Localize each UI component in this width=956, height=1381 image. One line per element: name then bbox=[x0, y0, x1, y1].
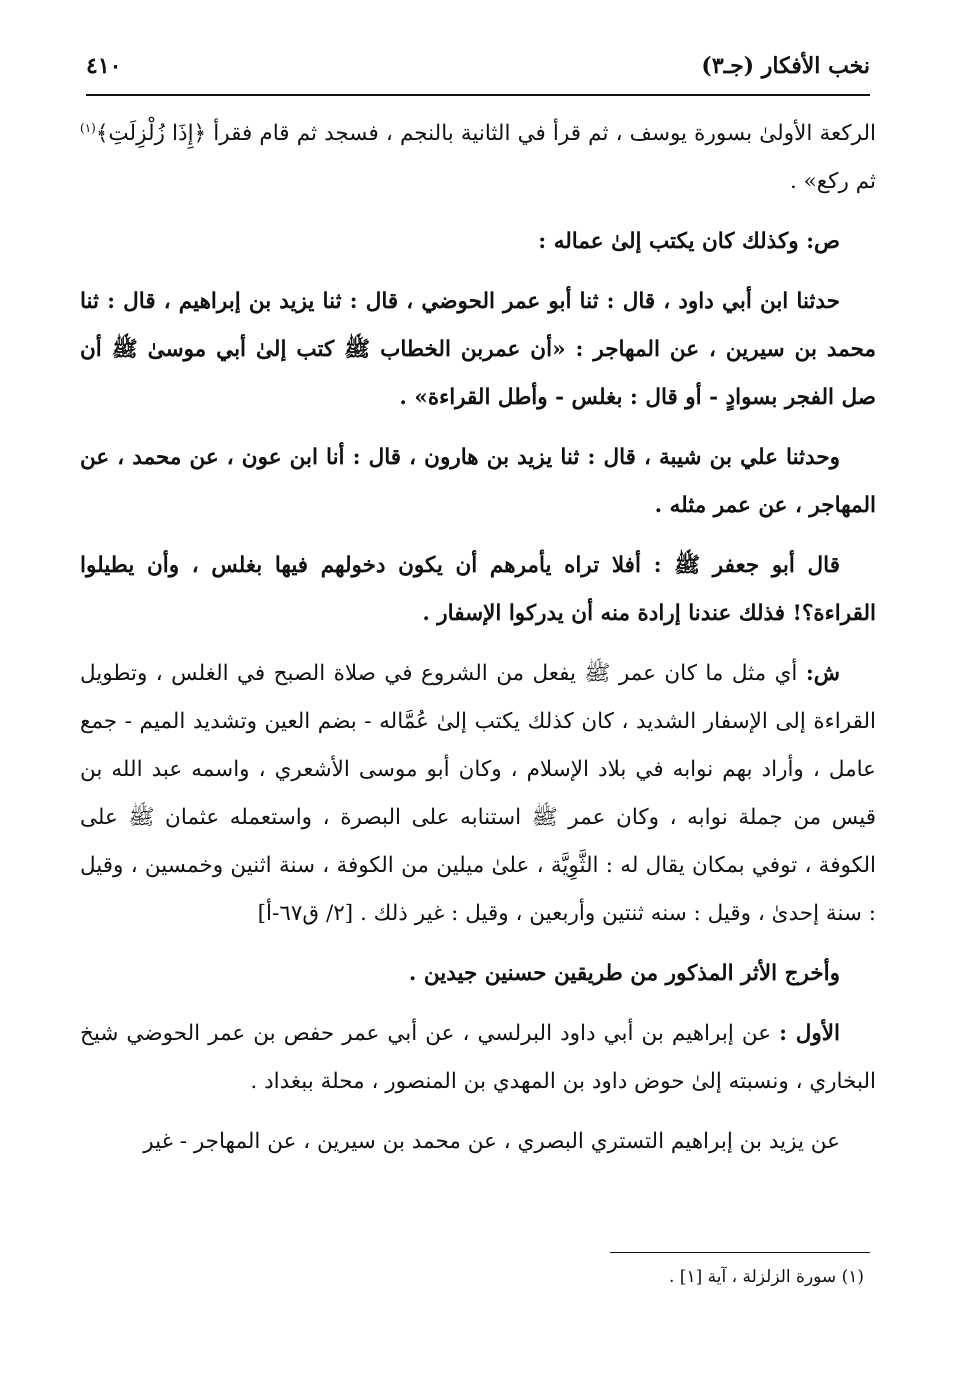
page-number: ٤١٠ bbox=[86, 53, 122, 79]
paragraph-8: الأول : عن إبراهيم بن أبي داود البرلسي ، عن أبي عمر حفص بن عمر الحوضي شيخ البخاري ، ونسبته إلىٰ حوض داود بن المهدي بن المنصور ، محلة ببغداد . bbox=[80, 1021, 876, 1094]
paragraph-6: ش: أي مثل ما كان عمر ﷺ يفعل من الشروع في صلاة الصبح في الغلس ، وتطويل القراءة إلى الإسفار الشديد ، كان كذلك يكتب إلىٰ عُمَّاله - بضم العين وتشديد الميم - جمع عامل ، وأراد بهم نوابه في بلاد الإسلام ، وكان أبو موسى الأشعري ، واسمه عبد الله بن قيس من جملة نوابه ، وكان عمر ﷺ استنابه على البصرة ، واستعمله عثمان ﷺ على الكوفة ، توفي بمكان يقال له : الثَّوِيَّة ، علىٰ ميلين من الكوفة ، سنة اثنين وخمسين ، وقيل : سنة إحدىٰ ، وقيل : سنه ثنتين وأربعين ، وقيل : غير ذلك . [٢/ ق٦٧-أ] bbox=[80, 661, 876, 926]
footnote-ref[interactable]: (١) bbox=[80, 120, 96, 135]
paragraph-1: الركعة الأولىٰ بسورة يوسف ، ثم قرأ في الثانية بالنجم ، فسجد ثم قام فقرأ ﴿إِذَا زُلْزِلَتِ﴾$^{(١)}$ ثم ركع» . bbox=[80, 120, 876, 194]
first-marker: الأول : bbox=[779, 1021, 840, 1046]
commentary-marker: ش: bbox=[805, 661, 840, 686]
page-header bbox=[86, 44, 870, 88]
page-body bbox=[80, 110, 876, 1178]
paragraph-2: ص: وكذلك كان يكتب إلىٰ عماله : bbox=[538, 229, 840, 254]
footnote: (١) سورة الزلزلة ، آية [١] . bbox=[669, 1267, 864, 1287]
paragraph-4: وحدثنا علي بن شيبة ، قال : ثنا يزيد بن هارون ، قال : أنا ابن عون ، عن محمد ، عن المهاجر ، عن عمر مثله . bbox=[80, 445, 876, 518]
paragraph-9: عن يزيد بن إبراهيم التستري البصري ، عن محمد بن سيرين ، عن المهاجر - غير bbox=[143, 1129, 840, 1154]
paragraph-3: حدثنا ابن أبي داود ، قال : ثنا أبو عمر الحوضي ، قال : ثنا يزيد بن إبراهيم ، قال : ثنا محمد بن سيرين ، عن المهاجر : «أن عمربن الخطاب ﷺ كتب إلىٰ أبي موسىٰ ﷺ أن صل الفجر بسوادٍ - أو قال : بغلس - وأطل القراءة» . bbox=[80, 289, 876, 410]
paragraph-5: قال أبو جعفر ﷺ : أفلا تراه يأمرهم أن يكون دخولهم فيها بغلس ، وأن يطيلوا القراءة؟! فذلك عندنا إرادة منه أن يدركوا الإسفار . bbox=[80, 553, 876, 626]
header-divider bbox=[86, 94, 870, 96]
paragraph-7: وأخرج الأثر المذكور من طريقين حسنين جيدين . bbox=[408, 961, 840, 986]
footnote-divider bbox=[610, 1252, 870, 1253]
book-title: نخب الأفكار (جـ٣) bbox=[701, 53, 870, 79]
